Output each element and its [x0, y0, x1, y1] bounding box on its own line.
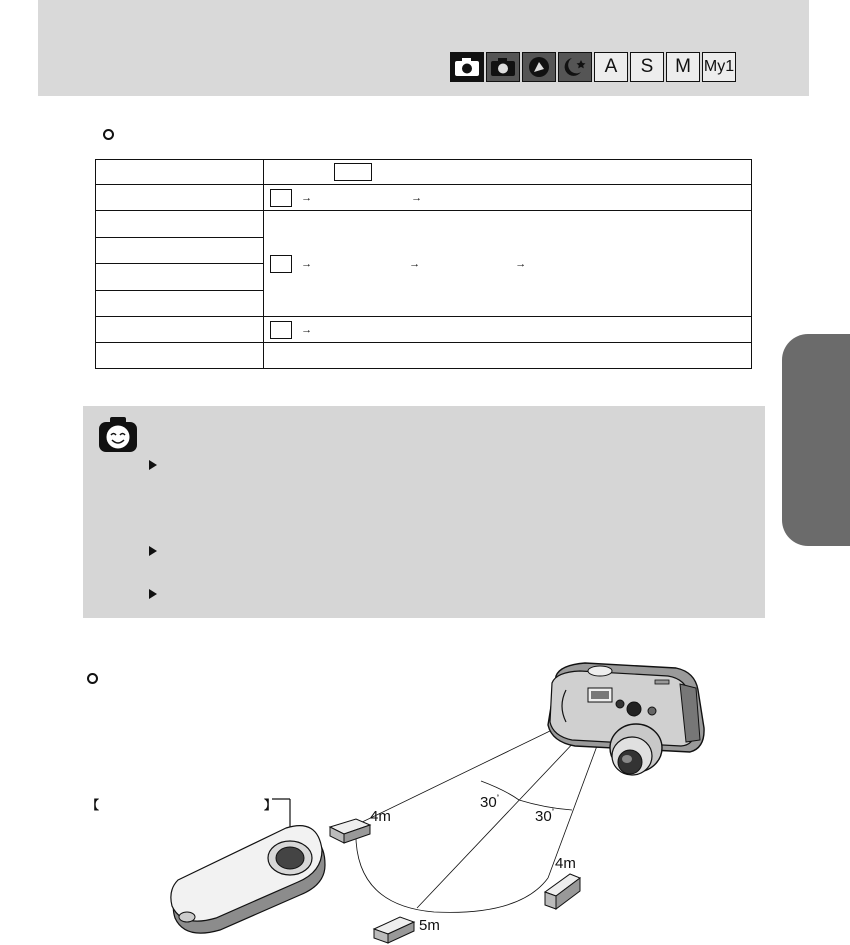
arrow: →: [301, 257, 313, 270]
aperture-priority-icon: A: [594, 52, 628, 82]
receiver-box-front: [374, 917, 414, 943]
arrow: →: [409, 257, 421, 270]
angle-label-right: 30˚: [535, 808, 555, 825]
my-set-mode-icon: My1: [702, 52, 736, 82]
manual-mode-icon: M: [666, 52, 700, 82]
arrow: →: [301, 323, 313, 336]
distance-label-right: 4m: [555, 855, 576, 872]
arrow: →: [411, 191, 423, 204]
distance-label-front: 5m: [419, 917, 440, 934]
arrow: →: [301, 191, 313, 204]
bracket-open: 【: [87, 798, 100, 812]
receiver-box-right: [545, 874, 580, 909]
receiver-box-left: [330, 819, 370, 843]
arrow: →: [515, 257, 527, 270]
remote-control-illustration: [171, 826, 325, 934]
angle-label-left: 30˚: [480, 794, 500, 811]
camera-illustration: [548, 663, 704, 775]
shutter-priority-icon: S: [630, 52, 664, 82]
distance-label-left: 4m: [370, 808, 391, 825]
bracket-close: 】: [264, 798, 277, 812]
